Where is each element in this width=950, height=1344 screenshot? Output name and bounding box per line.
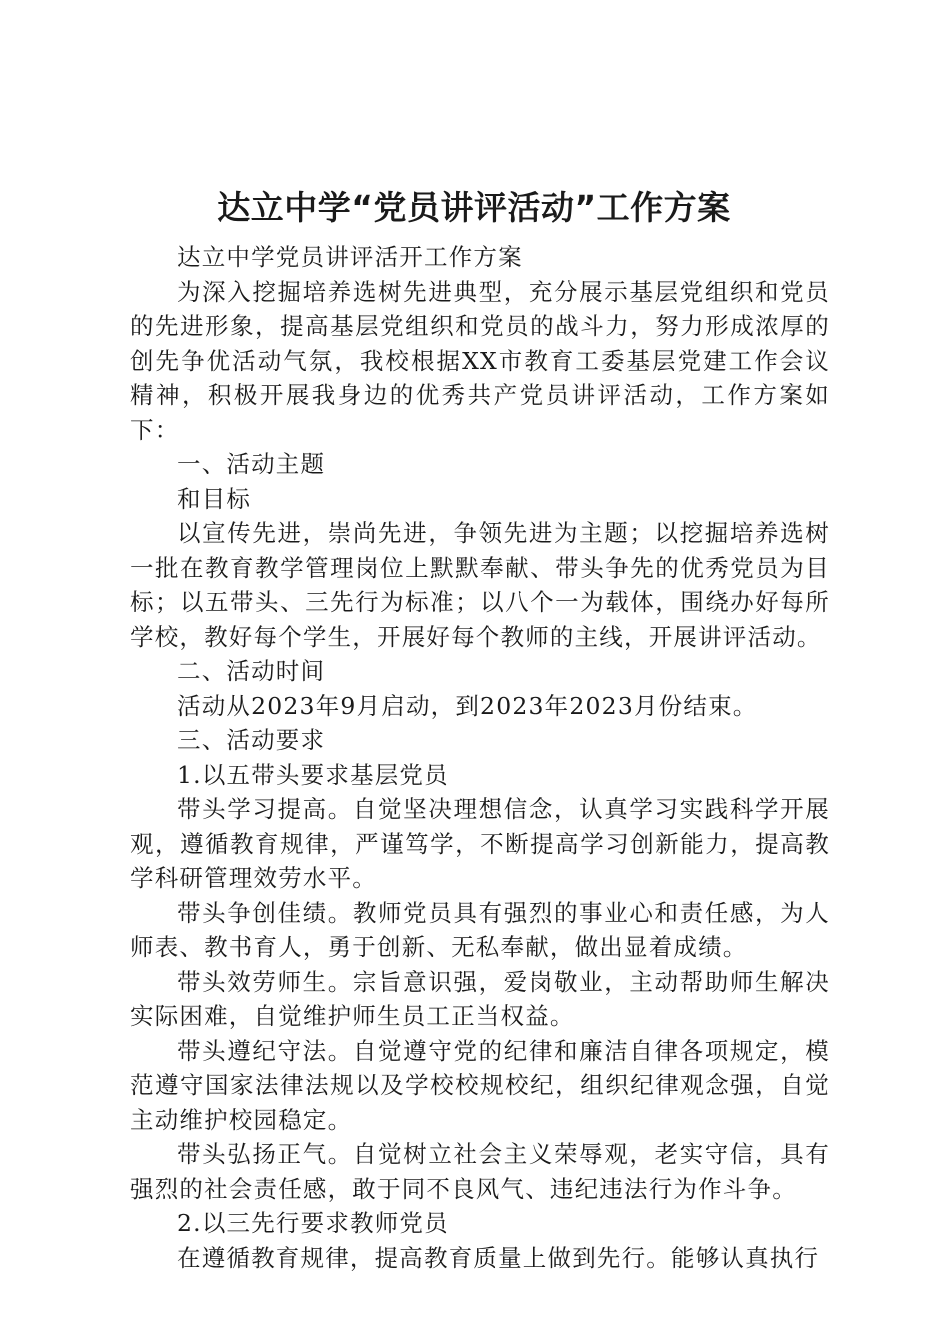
- heading-section-1: 一、活动主题: [177, 450, 326, 478]
- paragraph-theme: 以宣传先进，崇尚先进，争领先进为主题；以挖掘培养选树一批在教育教学管理岗位上默默奉献、带头争先的优秀党员为目标；以五带头、三先行为标准；以八个一为载体，围绕办好每所学校，教好每个学生，开展好每个教师的主线，开展讲评活动。: [130, 519, 830, 651]
- paragraph-lead-integrity: 带头弘扬正气。自觉树立社会主义荣辱观，老实守信，具有强烈的社会责任感，敢于同不良风气、违纪违法行为作斗争。: [130, 1140, 830, 1203]
- subheading-three-firsts: 2.以三先行要求教师党员: [177, 1209, 449, 1237]
- heading-section-3: 三、活动要求: [177, 726, 326, 754]
- paragraph-lead-law: 带头遵纪守法。自觉遵守党的纪律和廉洁自律各项规定，模范遵守国家法律法规以及学校校规校纪，组织纪律观念强，自觉主动维护校园稳定。: [130, 1036, 830, 1134]
- document-title: 达立中学“党员讲评活动”工作方案: [217, 188, 731, 227]
- paragraph-first-education: 在遵循教育规律，提高教育质量上做到先行。能够认真执行: [177, 1243, 820, 1272]
- paragraph-subtitle: 达立中学党员讲评活开工作方案: [177, 243, 523, 271]
- paragraph-intro: 为深入挖掘培养选树先进典型，充分展示基层党组织和党员的先进形象，提高基层党组织和党员的战斗力，努力形成浓厚的创先争优活动气氛，我校根据XX市教育工委基层党建工作会议精神，积极开展我身边的优秀共产党员讲评活动，工作方案如下：: [130, 277, 830, 444]
- heading-section-2: 二、活动时间: [177, 657, 326, 685]
- heading-section-1-cont: 和目标: [177, 484, 252, 513]
- subheading-five-leads: 1.以五带头要求基层党员: [177, 760, 449, 789]
- paragraph-time: 活动从2023年9月启动，到2023年2023月份结束。: [177, 691, 758, 720]
- paragraph-lead-achieve: 带头争创佳绩。教师党员具有强烈的事业心和责任感，为人师表、教书育人，勇于创新、无私奉献，做出显着成绩。: [130, 898, 830, 961]
- document-page: [130, 186, 830, 1275]
- paragraph-lead-study: 带头学习提高。自觉坚决理想信念，认真学习实践科学开展观，遵循教育规律，严谨笃学，不断提高学习创新能力，提高教学科研管理效劳水平。: [130, 795, 830, 892]
- paragraph-lead-serve: 带头效劳师生。宗旨意识强，爱岗敬业，主动帮助师生解决实际困难，自觉维护师生员工正当权益。: [130, 967, 830, 1030]
